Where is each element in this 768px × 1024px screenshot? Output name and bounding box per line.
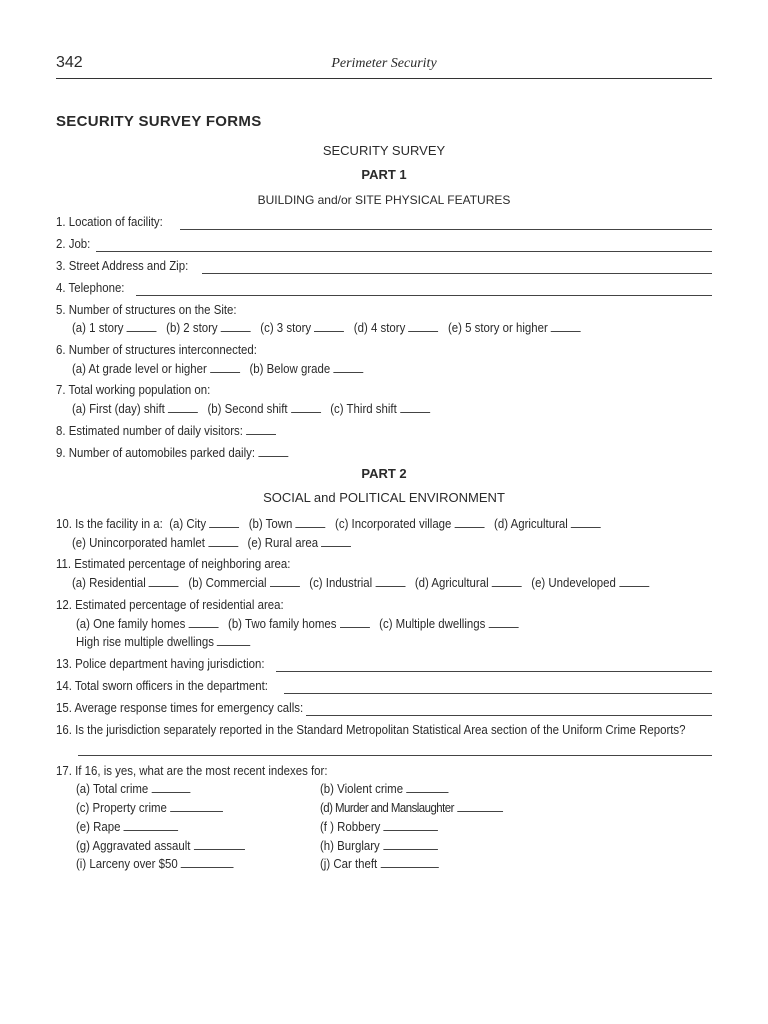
q17-opt-b: (b) Violent crime xyxy=(320,781,404,796)
q6-label: 6. Number of structures interconnected: xyxy=(56,342,257,357)
q12-blank-highrise[interactable] xyxy=(217,634,250,646)
q10-opt-d: (d) Agricultural xyxy=(494,516,568,531)
q12-options xyxy=(76,616,518,631)
q3-label: 3. Street Address and Zip: xyxy=(56,258,189,273)
q7-blank-b[interactable] xyxy=(291,401,321,413)
q17-blank-d[interactable] xyxy=(457,800,503,812)
part1-subheading: BUILDING and/or SITE PHYSICAL FEATURES xyxy=(257,193,511,207)
q11-blank-e[interactable] xyxy=(619,575,649,587)
q5-blank-b[interactable] xyxy=(221,320,251,332)
q1-field[interactable] xyxy=(180,229,712,230)
q17-b-line xyxy=(320,781,449,796)
q10-opt-e1: (e) Unincorporated hamlet xyxy=(72,535,205,550)
q5-opt-e: (e) 5 story or higher xyxy=(447,320,548,335)
q17-opt-i: (i) Larceny over $50 xyxy=(76,856,178,871)
q7-opt-b: (b) Second shift xyxy=(207,401,288,416)
q17-c-line xyxy=(76,800,223,815)
q9-line xyxy=(56,445,288,460)
q5-opt-a: (a) 1 story xyxy=(72,320,124,335)
part1-heading: PART 1 xyxy=(361,167,407,182)
q17-opt-g: (g) Aggravated assault xyxy=(76,838,191,853)
q7-opt-c: (c) Third shift xyxy=(330,401,397,416)
q12-blank-c[interactable] xyxy=(489,616,519,628)
q12-blank-a[interactable] xyxy=(189,616,219,628)
part2-subheading: SOCIAL and POLITICAL ENVIRONMENT xyxy=(263,490,505,505)
q9-label: 9. Number of automobiles parked daily: xyxy=(56,445,256,460)
q1-label: 1. Location of facility: xyxy=(56,214,163,229)
q11-opt-b: (b) Commercial xyxy=(188,575,267,590)
q5-opt-d: (d) 4 story xyxy=(353,320,406,335)
q11-opt-a: (a) Residential xyxy=(72,575,146,590)
q11-opt-c: (c) Industrial xyxy=(309,575,373,590)
q3-field[interactable] xyxy=(202,273,712,274)
q15-field[interactable] xyxy=(306,715,712,716)
q6-blank-b[interactable] xyxy=(333,361,363,373)
q17-blank-i[interactable] xyxy=(181,856,234,868)
part2-heading: PART 2 xyxy=(361,466,407,481)
q11-opt-e: (e) Undeveloped xyxy=(531,575,616,590)
running-title: Perimeter Security xyxy=(331,56,437,71)
q13-field[interactable] xyxy=(276,671,712,672)
q6-opt-a: (a) At grade level or higher xyxy=(72,361,207,376)
q17-g-line xyxy=(76,838,245,853)
q5-blank-a[interactable] xyxy=(127,320,157,332)
q17-opt-j: (j) Car theft xyxy=(320,856,378,871)
q10-blank-d[interactable] xyxy=(571,516,601,528)
q10-blank-b[interactable] xyxy=(296,516,326,528)
q12-opt-highrise: High rise multiple dwellings xyxy=(76,634,214,649)
q16-field[interactable] xyxy=(78,755,712,756)
q17-blank-a[interactable] xyxy=(151,781,190,793)
q10-blank-c[interactable] xyxy=(455,516,485,528)
q5-blank-e[interactable] xyxy=(551,320,581,332)
q10-blank-e2[interactable] xyxy=(321,535,351,547)
q10-line2 xyxy=(72,535,351,550)
q11-blank-b[interactable] xyxy=(270,575,300,587)
q11-blank-a[interactable] xyxy=(149,575,179,587)
header-rule xyxy=(56,78,712,79)
q17-blank-e[interactable] xyxy=(124,819,179,831)
q10-opt-c: (c) Incorporated village xyxy=(335,516,452,531)
q17-opt-c: (c) Property crime xyxy=(76,800,167,815)
q17-a-line xyxy=(76,781,190,796)
q17-blank-g[interactable] xyxy=(194,838,245,850)
q17-opt-e: (e) Rape xyxy=(76,819,121,834)
q17-opt-f: (f ) Robbery xyxy=(320,819,381,834)
q10-opt-b: (b) Town xyxy=(248,516,293,531)
q5-options xyxy=(72,320,581,335)
q12-opt-a: (a) One family homes xyxy=(76,616,186,631)
q13-label: 13. Police department having jurisdiction: xyxy=(56,656,265,671)
q12-opt-b: (b) Two family homes xyxy=(228,616,337,631)
q10-line xyxy=(56,516,601,531)
q11-label: 11. Estimated percentage of neighboring area: xyxy=(56,556,291,571)
q16-label: 16. Is the jurisdiction separately reported in the Standard Metropolitan Statistical Area section of the Uniform Crime Reports? xyxy=(56,722,686,737)
q17-j-line xyxy=(320,856,438,871)
q12-line3 xyxy=(76,634,251,649)
q17-i-line xyxy=(76,856,234,871)
q8-label: 8. Estimated number of daily visitors: xyxy=(56,423,243,438)
q8-blank[interactable] xyxy=(246,423,276,435)
q5-label: 5. Number of structures on the Site: xyxy=(56,302,237,317)
q17-opt-h: (h) Burglary xyxy=(320,838,380,853)
q17-h-line xyxy=(320,838,438,853)
q17-blank-j[interactable] xyxy=(380,856,438,868)
q7-label: 7. Total working population on: xyxy=(56,382,211,397)
q10-opt-e2: (e) Rural area xyxy=(247,535,319,550)
q8-line xyxy=(56,423,276,438)
q10-blank-a[interactable] xyxy=(209,516,239,528)
q2-label: 2. Job: xyxy=(56,236,91,251)
q6-blank-a[interactable] xyxy=(210,361,240,373)
q5-opt-b: (b) 2 story xyxy=(166,320,218,335)
q7-blank-a[interactable] xyxy=(168,401,198,413)
q14-field[interactable] xyxy=(284,693,712,694)
q12-label: 12. Estimated percentage of residential area: xyxy=(56,597,284,612)
q4-field[interactable] xyxy=(136,295,712,296)
q15-label: 15. Average response times for emergency calls: xyxy=(56,700,304,715)
q6-opt-b: (b) Below grade xyxy=(249,361,331,376)
q11-blank-c[interactable] xyxy=(375,575,405,587)
q7-blank-c[interactable] xyxy=(400,401,430,413)
q17-d-line xyxy=(320,800,503,815)
q2-field[interactable] xyxy=(96,251,712,252)
q5-blank-c[interactable] xyxy=(314,320,344,332)
q17-opt-a: (a) Total crime xyxy=(76,781,149,796)
q17-blank-b[interactable] xyxy=(406,781,448,793)
q11-blank-d[interactable] xyxy=(492,575,522,587)
q5-blank-d[interactable] xyxy=(408,320,438,332)
q10-blank-e1[interactable] xyxy=(208,535,238,547)
page-number: 342 xyxy=(56,54,83,71)
section-title: SECURITY SURVEY FORMS xyxy=(56,113,262,130)
q17-blank-f[interactable] xyxy=(384,819,439,831)
q4-label: 4. Telephone: xyxy=(56,280,125,295)
q11-options xyxy=(72,575,649,590)
q10-opt-a: (a) City xyxy=(169,516,207,531)
q17-label: 17. If 16, is yes, what are the most recent indexes for: xyxy=(56,763,328,778)
q17-blank-c[interactable] xyxy=(170,800,223,812)
q11-opt-d: (d) Agricultural xyxy=(414,575,489,590)
q14-label: 14. Total sworn officers in the department: xyxy=(56,678,268,693)
q5-opt-c: (c) 3 story xyxy=(260,320,312,335)
q6-options xyxy=(72,361,363,376)
q12-opt-c: (c) Multiple dwellings xyxy=(379,616,486,631)
q7-options xyxy=(72,401,430,416)
q9-blank[interactable] xyxy=(258,445,288,457)
q17-f-line xyxy=(320,819,438,834)
q7-opt-a: (a) First (day) shift xyxy=(72,401,165,416)
q10-label: 10. Is the facility in a: xyxy=(56,516,163,531)
q12-blank-b[interactable] xyxy=(340,616,370,628)
q17-e-line xyxy=(76,819,178,834)
q17-opt-d: (d) Murder and Manslaughter xyxy=(320,800,454,815)
survey-title: SECURITY SURVEY xyxy=(322,143,446,158)
q17-blank-h[interactable] xyxy=(383,838,438,850)
